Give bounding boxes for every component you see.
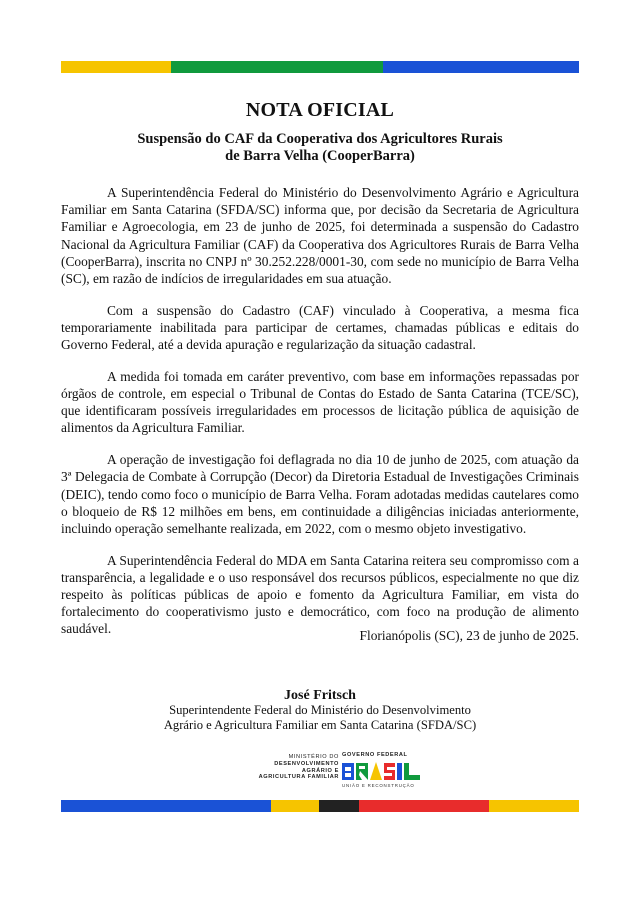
stripe-blue [61, 800, 271, 812]
stripe-yellow [61, 61, 171, 73]
signatory-role-line-2: Agrário e Agricultura Familiar em Santa Catarina (SFDA/SC) [163, 718, 477, 732]
stripe-yellow-end [489, 800, 579, 812]
signatory-name: José Fritsch [284, 688, 356, 703]
signatory-role [0, 703, 640, 733]
stripe-green [171, 61, 383, 73]
stripe-yellow [271, 800, 319, 812]
ministry-logo-line-2: DESENVOLVIMENTO [274, 760, 339, 767]
ministry-logo-line-3: AGRÁRIO E [301, 767, 339, 774]
gov-slogan: UNIÃO E RECONSTRUÇÃO [342, 783, 415, 788]
subtitle-line-2: de Barra Velha (CooperBarra) [225, 148, 415, 164]
paragraph-5: A Superintendência Federal do MDA em Santa Catarina reitera seu compromisso com a transparência, a legalidade e o uso responsável dos recursos públicos, especialmente no que diz respeito às políticas públicas de apoio e fomento da Agricultura Familiar, em vista do fortalecimento do cooperativismo justo e democrático, com foco na produção de alimento saudável. [61, 552, 579, 637]
footer-logos [255, 752, 425, 790]
stripe-red [359, 800, 489, 812]
document-title: NOTA OFICIAL [245, 99, 395, 121]
document-body [61, 184, 579, 652]
paragraph-2: Com a suspensão do Cadastro (CAF) vinculado à Cooperativa, a mesma fica temporariamente inabilitada para participar de certames, chamadas públicas e editais do Governo Federal, até a devida apuração e regularização da situação cadastral. [61, 302, 579, 353]
signatory-role-line-1: Superintendente Federal do Ministério do Desenvolvimento [169, 703, 471, 717]
paragraph-3: A medida foi tomada em caráter preventivo, com base em informações repassadas por órgãos de controle, em especial o Tribunal de Contas do Estado de Santa Catarina (TCE/SC), que identificaram possíveis irregularidades em processos de licitação pública de aquisição de alimentos da Agricultura Familiar. [61, 368, 579, 436]
document-subtitle [0, 131, 640, 165]
gov-federal-logo [342, 752, 424, 790]
stripe-black [319, 800, 359, 812]
brasil-wordmark-icon [342, 760, 422, 782]
paragraph-4: A operação de investigação foi deflagrada no dia 10 de junho de 2025, com atuação da 3ª Delegacia de Combate à Corrupção (Decor) da Diretoria Estadual de Investigações Criminais (DEIC), tendo como foco o município de Barra Velha. Foram adotadas medidas cautelares como o bloqueio de R$ 12 milhões em bens, em continuidade a diligências iniciadas anteriormente, incluindo operação semelhante realizada, em 2022, com o mesmo objeto investigativo. [61, 452, 579, 536]
bottom-color-stripe [61, 800, 579, 812]
ministry-logo [255, 754, 339, 781]
paragraph-1: A Superintendência Federal do Ministério do Desenvolvimento Agrário e Agricultura Familiar em Santa Catarina (SFDA/SC) informa que, por decisão da Secretaria de Agricultura Familiar e Agroecologia, em 23 de junho de 2025, foi determinada a suspensão do Cadastro Nacional da Agricultura Familiar (CAF) da Cooperativa dos Agricultores Rurais de Barra Velha (CooperBarra), inscrita no CNPJ nº 30.252.228/0001-30, com sede no município de Barra Velha (SC), em razão de indícios de irregularidades em sua atuação. [61, 185, 579, 287]
subtitle-line-1: Suspensão do CAF da Cooperativa dos Agricultores Rurais [137, 131, 503, 147]
gov-federal-label: GOVERNO FEDERAL [342, 752, 408, 758]
top-color-stripe [61, 61, 579, 73]
place-and-date: Florianópolis (SC), 23 de junho de 2025. [359, 628, 579, 643]
ministry-logo-line-4: AGRICULTURA FAMILIAR [258, 774, 339, 781]
stripe-blue [383, 61, 579, 73]
ministry-logo-line-1: MINISTÉRIO DO [288, 754, 339, 760]
